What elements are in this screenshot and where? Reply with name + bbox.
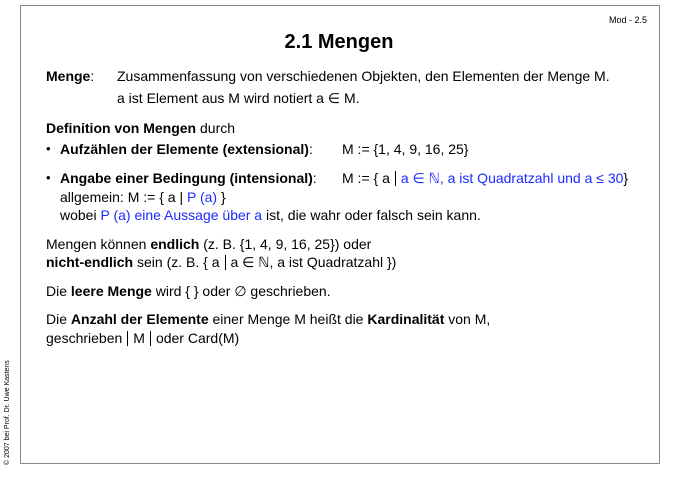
cardinality-line2: geschrieben M oder Card(M)	[46, 330, 240, 346]
definition-heading: Definition von Mengen durch	[46, 120, 236, 136]
infinite-sets-line: nicht-endlich sein (z. B. { a a ∈ ℕ, a ist Quadratzahl })	[46, 254, 397, 270]
finite-sets-line: Mengen können endlich (z. B. {1, 4, 9, 16, 25}) oder	[46, 236, 372, 252]
cardinality-bar	[127, 331, 128, 346]
general-form: allgemein: M := { a | P (a) }	[60, 189, 226, 205]
bullet-dot: •	[46, 141, 51, 156]
empty-set-line: Die leere Menge wird { } oder ∅ geschrieben.	[46, 283, 331, 299]
bullet-dot: •	[46, 170, 51, 185]
set-builder-bar	[225, 255, 226, 270]
bullet-extensional: Aufzählen der Elemente (extensional):	[60, 141, 313, 157]
extensional-set: M := {1, 4, 9, 16, 25}	[342, 141, 469, 157]
menge-definition-text: Zusammenfassung von verschiedenen Objekten, den Elementen der Menge M.	[117, 68, 610, 84]
page-number: Mod - 2.5	[608, 15, 647, 25]
copyright-note: © 2007 bei Prof. Dr. Uwe Kastens	[4, 360, 11, 465]
cardinality-line1: Die Anzahl der Elemente einer Menge M heißt die Kardinalität von M,	[46, 311, 491, 327]
page-title: 2.1 Mengen	[284, 31, 394, 53]
cardinality-bar	[150, 331, 151, 346]
predicate-explanation: wobei P (a) eine Aussage über a ist, die wahr oder falsch sein kann.	[60, 207, 481, 223]
set-builder-bar	[395, 171, 396, 186]
menge-definition-line1: Menge: Zusammenfassung von verschiedenen Objekten, den Elementen der Menge M.	[46, 68, 610, 84]
menge-term: Menge	[46, 68, 91, 84]
bullet-intensional: Angabe einer Bedingung (intensional):	[60, 170, 317, 186]
intensional-set: M := { a a ∈ ℕ, a ist Quadratzahl und a ≤ 30}	[342, 170, 629, 186]
menge-element-notation: a ist Element aus M wird notiert a ∈ M.	[117, 90, 360, 106]
